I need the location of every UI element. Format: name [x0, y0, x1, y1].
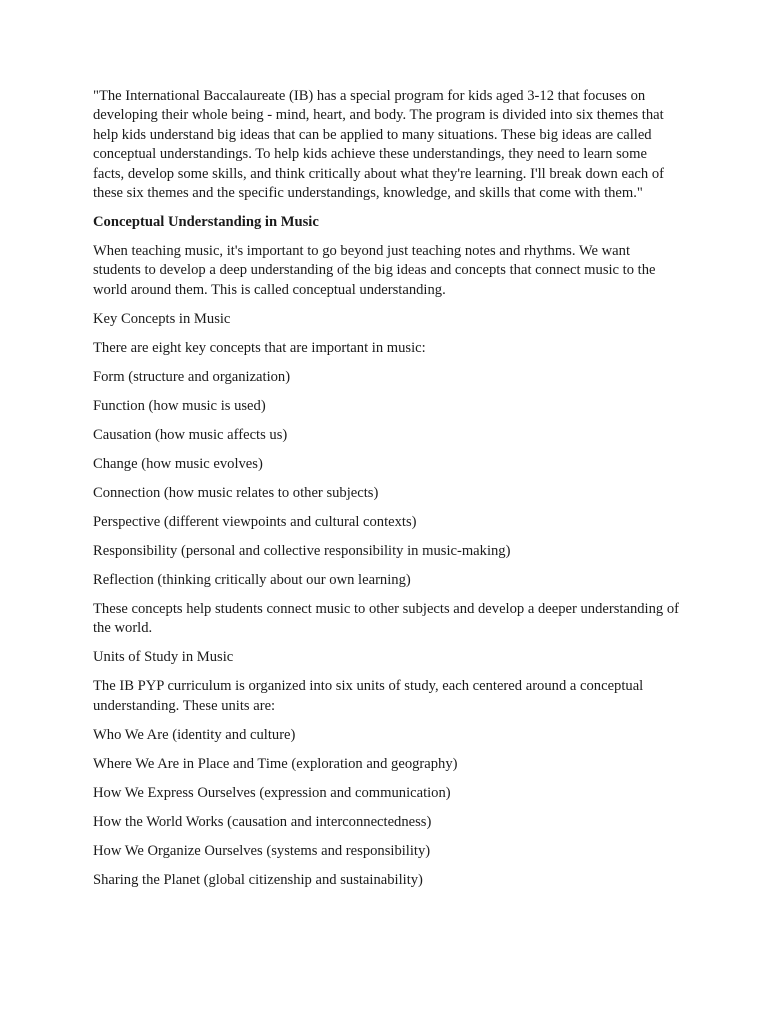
document-page [93, 87, 681, 900]
key-concept-item: Responsibility (personal and collective responsibility in music-making) [93, 542, 511, 559]
music-paragraph: When teaching music, it's important to go beyond just teaching notes and rhythms. We want students to develop a deep understanding of the big ideas and concepts that connect music to the world around them. This is called conceptual understanding. [93, 243, 656, 298]
key-concepts-title: Key Concepts in Music [93, 310, 231, 327]
unit-item: How We Organize Ourselves (systems and responsibility) [93, 842, 431, 859]
key-concept-item: Function (how music is used) [93, 397, 266, 414]
key-concept-item: Reflection (thinking critically about our own learning) [93, 571, 411, 588]
intro-paragraph: "The International Baccalaureate (IB) has a special program for kids aged 3-12 that focuses on developing their whole being - mind, heart, and body. The program is divided into six themes that help kids understand big ideas that can be applied to many situations. These big ideas are called conceptual understandings. To help kids achieve these understandings, they need to learn some facts, develop some skills, and think critically about what they're learning. I'll break down each of these six themes and the specific understandings, knowledge, and skills that come with them." [93, 88, 664, 202]
units-title: Units of Study in Music [93, 649, 234, 666]
unit-item: Who We Are (identity and culture) [93, 726, 296, 743]
key-concept-item: Causation (how music affects us) [93, 426, 288, 443]
unit-item: Where We Are in Place and Time (exploration and geography) [93, 755, 458, 772]
unit-item: Sharing the Planet (global citizenship and sustainability) [93, 871, 423, 888]
key-concept-item: Perspective (different viewpoints and cultural contexts) [93, 513, 417, 530]
unit-item: How We Express Ourselves (expression and communication) [93, 784, 451, 801]
concepts-summary: These concepts help students connect music to other subjects and develop a deeper understanding of the world. [93, 600, 680, 637]
units-intro: The IB PYP curriculum is organized into six units of study, each centered around a conceptual understanding. These units are: [93, 678, 644, 714]
key-concept-item: Change (how music evolves) [93, 455, 263, 472]
key-concept-item: Form (structure and organization) [93, 368, 291, 385]
key-concepts-intro: There are eight key concepts that are important in music: [93, 339, 426, 356]
section-heading: Conceptual Understanding in Music [93, 214, 319, 231]
unit-item: How the World Works (causation and interconnectedness) [93, 813, 432, 830]
key-concept-item: Connection (how music relates to other subjects) [93, 484, 379, 501]
